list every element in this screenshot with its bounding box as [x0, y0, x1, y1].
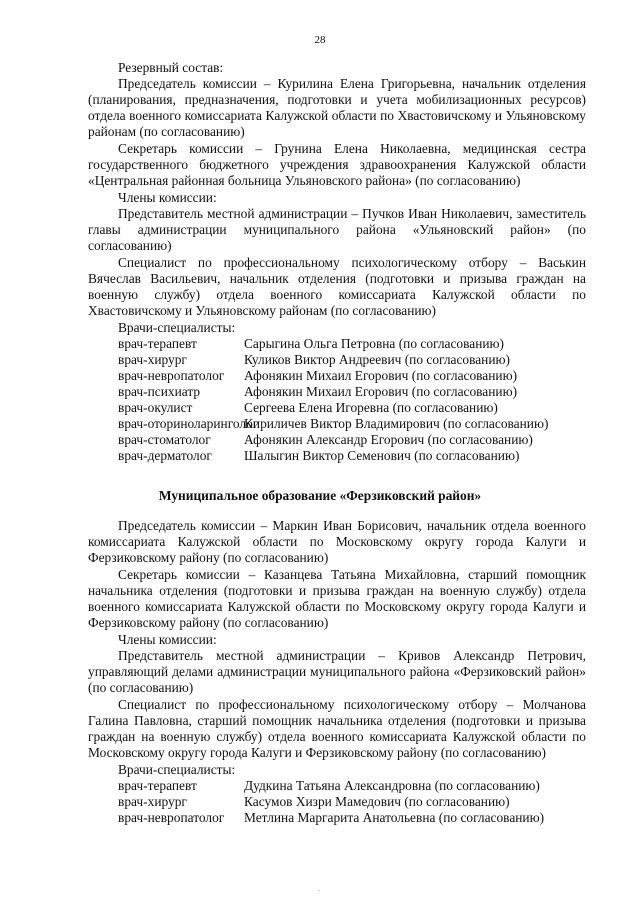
ferzikovo-chairman: Председатель комиссии – Маркин Иван Борисович, начальник отдела военного комиссариата Калужской области по Московскому округу города Калуги и Ферзиковскому району (по согласованию) [88, 518, 586, 565]
list-item [88, 336, 586, 352]
list-item [88, 448, 586, 464]
doctor-role: врач-стоматолог [118, 432, 211, 447]
doctor-person: Дудкина Татьяна Александровна (по согласованию) [244, 778, 540, 793]
section-heading: Муниципальное образование «Ферзиковский район» [158, 488, 482, 503]
ferzikovo-psych: Специалист по профессиональному психологическому отбору – Молчанова Галина Павловна, старший помощник начальника отделения (подготовки и призыва граждан на военную службу) отдела военного комиссариата Калужской области по Московскому округу города Калуги и Ферзиковскому району (по согласованию) [88, 697, 586, 760]
list-item [88, 384, 586, 400]
doctor-role: врач-невропатолог [118, 810, 225, 825]
list-item [88, 416, 586, 432]
list-item [88, 794, 586, 810]
doctor-role: врач-хирург [118, 794, 187, 809]
doctor-role: врач-окулист [118, 400, 193, 415]
doctor-person: Афонякин Александр Егорович (по согласованию) [244, 432, 533, 447]
reserve-doctors-list [88, 336, 586, 464]
doctor-person: Кириличев Виктор Владимирович (по согласованию) [244, 416, 549, 431]
doctor-role: врач-невропатолог [118, 368, 225, 383]
reserve-members-label: Члены комиссии: [118, 190, 217, 205]
doctor-role: врач-терапевт [118, 336, 197, 351]
ferzikovo-doctors-list [88, 778, 586, 826]
list-item [88, 400, 586, 416]
ferzikovo-doctors-label: Врачи-специалисты: [118, 762, 236, 777]
ferzikovo-secretary: Секретарь комиссии – Казанцева Татьяна Михайловна, старший помощник начальника отделения (подготовки и призыва граждан на военную службу) отдела военного комиссариата Калужской области по Московскому округу города Калуги и Ферзиковскому району (по согласованию) [88, 567, 586, 630]
reserve-admin-rep: Представитель местной администрации – Пучков Иван Николаевич, заместитель главы администрации муниципального района «Ульяновский район» (по согласованию) [88, 206, 586, 253]
reserve-doctors-label: Врачи-специалисты: [118, 320, 236, 335]
doctor-person: Сергеева Елена Игоревна (по согласованию) [244, 400, 498, 415]
doctor-role: врач-терапевт [118, 778, 197, 793]
reserve-secretary: Секретарь комиссии – Грунина Елена Николаевна, медицинская сестра государственного бюджетного учреждения здравоохранения Калужской области «Центральная районная больница Ульяновского района» (по согласованию) [88, 141, 586, 188]
doctor-person: Метлина Маргарита Анатольевна (по согласованию) [244, 810, 545, 825]
ferzikovo-section [88, 518, 586, 826]
doctor-person: Афонякин Михаил Егорович (по согласованию) [244, 384, 518, 399]
page-mark: . [318, 884, 320, 893]
doctor-person: Афонякин Михаил Егорович (по согласованию) [244, 368, 518, 383]
list-item [88, 432, 586, 448]
list-item [88, 352, 586, 368]
doctor-person: Сарыгина Ольга Петровна (по согласованию) [244, 336, 504, 351]
ferzikovo-admin-rep: Представитель местной администрации – Кривов Александр Петрович, управляющий делами администрации муниципального района «Ферзиковский район» (по согласованию) [88, 648, 586, 695]
reserve-psych: Специалист по профессиональному психологическому отбору – Васькин Вячеслав Васильевич, начальник отделения (подготовки и призыва граждан на военную службу) отдела военного комиссариата Калужской области по Хвастовичскому и Ульяновскому районам (по согласованию) [88, 255, 586, 318]
reserve-title: Резервный состав: [118, 60, 224, 75]
doctor-role: врач-психиатр [118, 384, 201, 399]
doctor-role: врач-оториноларинголог [118, 416, 259, 431]
list-item [88, 368, 586, 384]
doctor-person: Касумов Хизри Мамедович (по согласованию) [244, 794, 510, 809]
reserve-section [88, 60, 586, 464]
doctor-person: Куликов Виктор Андреевич (по согласованию) [244, 352, 510, 367]
ferzikovo-members-label: Члены комиссии: [118, 632, 217, 647]
reserve-chairman: Председатель комиссии – Курилина Елена Григорьевна, начальник отделения (планирования, предназначения, подготовки и учета мобилизационных ресурсов) отдела военного комиссариата Калужской области по Хвастовичскому и Ульяновскому районам (по согласованию) [88, 76, 586, 139]
doctor-role: врач-дерматолог [118, 448, 212, 463]
list-item [88, 810, 586, 826]
doctor-role: врач-хирург [118, 352, 187, 367]
page-number: 28 [314, 34, 326, 46]
doctor-person: Шалыгин Виктор Семенович (по согласованию) [244, 448, 520, 463]
list-item [88, 778, 586, 794]
